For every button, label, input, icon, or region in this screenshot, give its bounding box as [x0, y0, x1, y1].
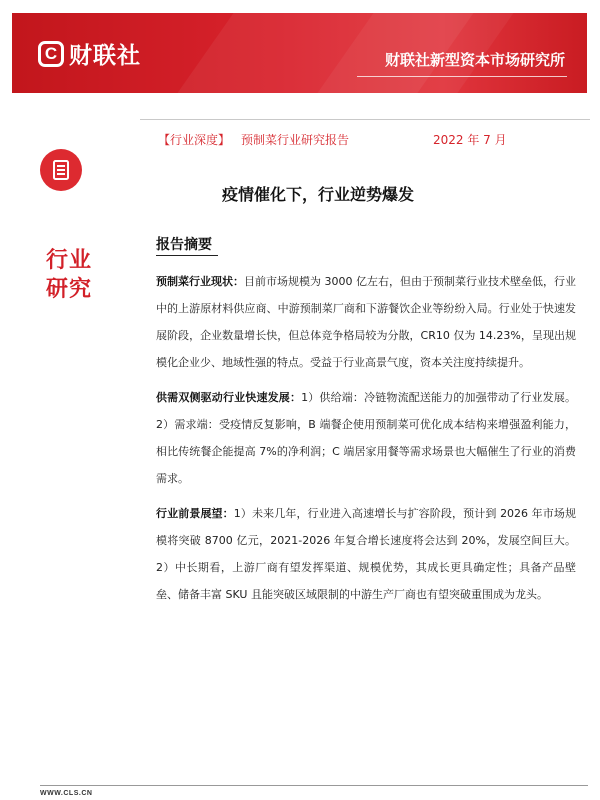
abstract-body — [156, 268, 576, 616]
footer-divider — [40, 785, 588, 786]
abstract-heading: 报告摘要 — [156, 237, 212, 253]
banner-underline — [357, 76, 567, 77]
paragraph-drivers — [156, 384, 576, 492]
cls-logo[interactable] — [38, 37, 141, 70]
paragraph-text: 1）供给端：冷链物流配送能力的加强带动了行业发展。2）需求端：受疫情反复影响，B 端餐企使用预制菜可优化成本结构来增强盈利能力，相比传统餐企能提高 7%的净利润；C 端居家用餐等需求场景也大幅催生了行业的消费需求。 — [156, 391, 576, 485]
abstract-underline — [156, 255, 218, 256]
side-section-title — [46, 246, 92, 304]
logo-text: 财联社 — [69, 43, 141, 69]
header-banner — [12, 13, 587, 93]
paragraph-status — [156, 268, 576, 376]
logo-c-icon: C — [38, 41, 64, 67]
report-date: 2022 年 7 月 — [433, 133, 507, 147]
footer-url[interactable]: WWW.CLS.CN — [40, 790, 93, 797]
report-name: 预制菜行业研究报告 — [241, 133, 350, 147]
institute-title: 财联社新型资本市场研究所 — [384, 51, 565, 69]
side-title-line-1: 行业 — [46, 248, 93, 273]
paragraph-text: 目前市场规模为 3000 亿左右，但由于预制菜行业技术壁垒低，行业中的上游原材料供应商、中游预制菜厂商和下游餐饮企业等纷纷入局。行业处于快速发展阶段，企业数量增长快，但总体竞争格局较为分散，CR10 仅为 14.23%，呈现出规模化企业少、地域性强的特点。受益于行业高景气度，资本关注度持续提升。 — [156, 275, 576, 369]
paragraph-lead: 行业前景展望： — [156, 507, 234, 520]
document-icon — [40, 149, 82, 191]
side-title-line-2: 研究 — [46, 277, 93, 302]
paragraph-lead: 供需双侧驱动行业快速发展： — [156, 391, 302, 404]
paragraph-outlook — [156, 500, 576, 608]
paragraph-text: 1）未来几年，行业进入高速增长与扩容阶段，预计到 2026 年市场规模将突破 8700 亿元，2021-2026 年复合增长速度将会达到 20%，发展空间巨大。2）中长期看，上游厂商有望发挥渠道、规模优势，其成长更具确定性；具备产品壁垒、储备丰富 SKU 且能突破区域限制的中游生产厂商也有望突破重围成为龙头。 — [156, 507, 576, 601]
report-category: 【行业深度】 — [158, 133, 231, 147]
page-title: 疫情催化下，行业逆势爆发 — [222, 185, 415, 204]
meta-divider — [140, 119, 590, 120]
paragraph-lead: 预制菜行业现状： — [156, 275, 244, 288]
